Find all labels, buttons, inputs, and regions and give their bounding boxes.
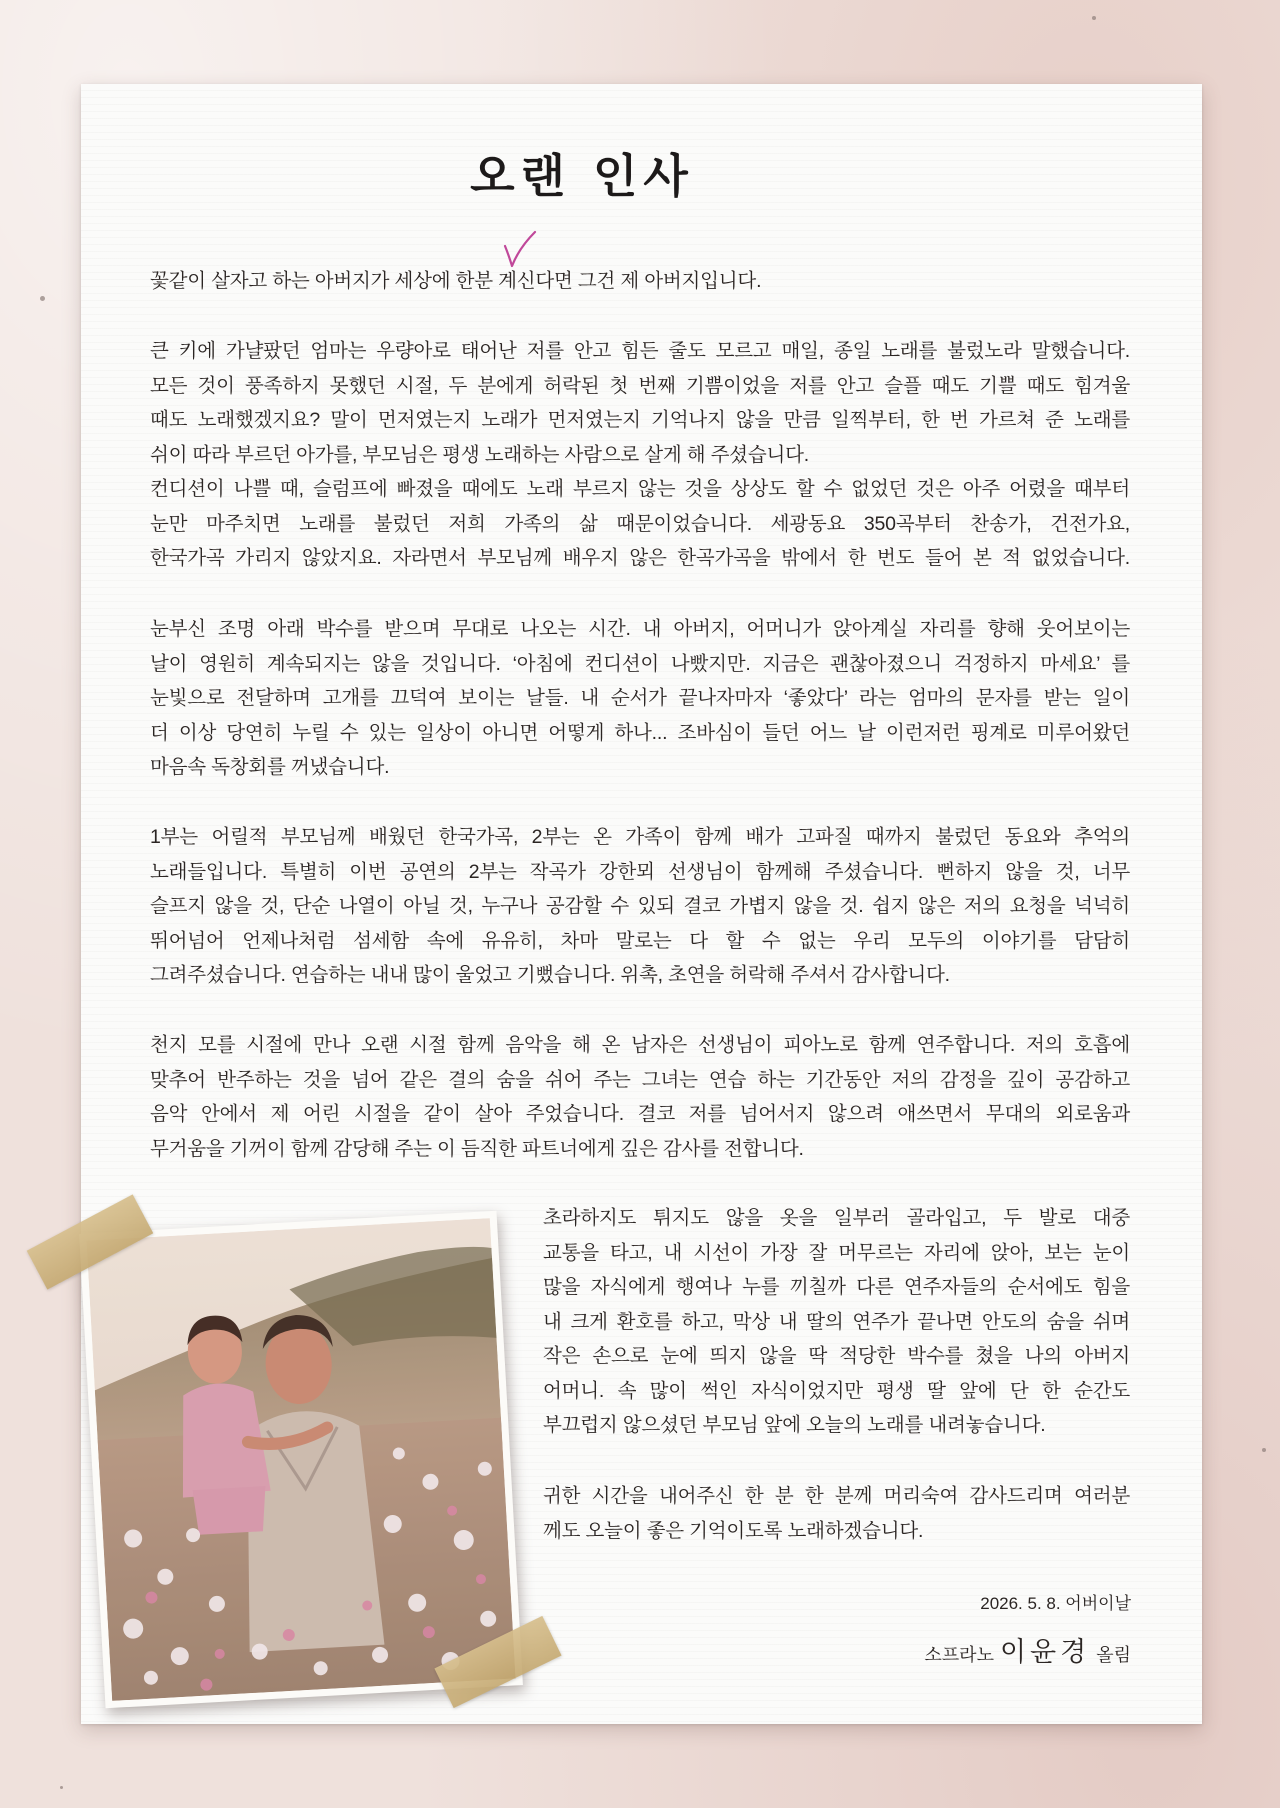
background-speck	[1092, 16, 1096, 20]
paragraph-7	[543, 1479, 1130, 1548]
paragraph-3	[150, 612, 1130, 785]
paragraph-line: 노래들입니다. 특별히 이번 공연의 2부는 작곡가 강한뫼 선생님이 함께해 주셨습니다. 뻔하지 않을 것, 너무	[150, 860, 1130, 883]
signature-closing: 올림	[1096, 1645, 1131, 1665]
paragraph-4	[150, 820, 1130, 993]
paragraph-line: 눈빛으로 전달하며 고개를 끄덕여 보이는 날들. 내 순서가 끝나자마자 ‘좋았다’ 라는 엄마의 문자를 받는 일이	[150, 687, 1130, 709]
paragraph-line: 초라하지도 튀지도 않을 옷을 일부러 골라입고, 두 발로 대중	[543, 1207, 1130, 1229]
paragraph-line: 께도 오늘이 좋은 기억이도록 노래하겠습니다.	[543, 1519, 924, 1542]
paragraph-1	[150, 264, 1130, 299]
signature	[924, 1630, 1131, 1669]
paragraph-line: 슬프지 않을 것, 단순 나열이 아닐 것, 누구나 공감할 수 있되 결코 가볍지 않을 것. 쉽지 않은 저의 요청을 넉넉히	[150, 895, 1130, 917]
paragraph-line: 귀한 시간을 내어주신 한 분 한 분께 머리숙여 감사드리며 여러분	[543, 1485, 1130, 1507]
paragraph-line: 큰 키에 가냘팠던 엄마는 우량아로 태어난 저를 안고 힘든 줄도 모르고 매일, 종일 노래를 불렀노라 말했습니다.	[150, 340, 1130, 362]
paragraph-line: 그려주셨습니다. 연습하는 내내 많이 울었고 기뻤습니다. 위촉, 초연을 허락해 주셔서 감사합니다.	[150, 964, 950, 986]
paragraph-line: 때도 노래했겠지요? 말이 먼저였는지 노래가 먼저였는지 기억나지 않을 만큼 일찍부터, 한 번 가르쳐 준 노래를	[150, 409, 1130, 431]
paragraph-6	[543, 1201, 1130, 1443]
paragraph-line: 어머니. 속 많이 썩인 자식이었지만 평생 딸 앞에 단 한 순간도	[543, 1379, 1130, 1402]
paragraph-line: 눈만 마주치면 노래를 불렀던 저희 가족의 삶 때문이었습니다. 세광동요 350곡부터 찬송가, 건전가요,	[150, 512, 1130, 535]
background-speck	[60, 1786, 63, 1789]
paragraph-2	[150, 334, 1130, 576]
paragraph-line: 1부는 어릴적 부모님께 배웠던 한국가곡, 2부는 온 가족이 함께 배가 고파질 때까지 불렀던 동요와 추억의	[150, 826, 1130, 848]
paragraph-line: 뛰어넘어 언제나처럼 섬세함 속에 유유히, 차마 말로는 다 할 수 없는 우리 모두의 이야기를 담담히	[150, 929, 1130, 952]
family-photo-image	[86, 1218, 515, 1701]
paragraph-line: 한국가곡 가리지 않았지요. 자라면서 부모님께 배우지 않은 한곡가곡을 밖에서 한 번도 들어 본 적 없었습니다.	[150, 547, 1130, 569]
paragraph-line: 무거움을 기꺼이 함께 감당해 주는 이 듬직한 파트너에게 깊은 감사를 전합니다.	[150, 1137, 804, 1160]
paragraph-line: 마음속 독창회를 꺼냈습니다.	[150, 756, 390, 778]
family-photo	[79, 1211, 523, 1709]
paragraph-line: 쉬이 따라 부르던 아가를, 부모님은 평생 노래하는 사람으로 살게 해 주셨습니다.	[150, 443, 809, 466]
paragraph-line: 꽃같이 살자고 하는 아버지가 세상에 한분 계신다면 그건 제 아버지입니다.	[150, 270, 762, 292]
paragraph-line: 내 크게 환호를 하고, 막상 내 딸의 연주가 끝나면 안도의 숨을 쉬며	[543, 1310, 1130, 1333]
paragraph-line: 작은 손으로 눈에 띄지 않을 딱 적당한 박수를 쳤을 나의 아버지	[543, 1345, 1130, 1367]
signature-role: 소프라노	[924, 1645, 994, 1665]
background-speck	[40, 296, 45, 301]
paragraph-line: 더 이상 당연히 누릴 수 있는 일상이 아니면 어떻게 하나... 조바심이 들던 어느 날 이런저런 핑계로 미루어왔던	[150, 721, 1130, 744]
background-speck	[1262, 1448, 1266, 1452]
paragraph-line: 부끄럽지 않으셨던 부모님 앞에 오늘의 노래를 내려놓습니다.	[543, 1414, 1046, 1436]
date-line: 2026. 5. 8. 어버이날	[980, 1594, 1131, 1613]
paragraph-line: 컨디션이 나쁠 때, 슬럼프에 빠졌을 때에도 노래 부르지 않는 것을 상상도 할 수 없었던 것은 아주 어렸을 때부터	[150, 478, 1130, 500]
paragraph-line: 눈부신 조명 아래 박수를 받으며 무대로 나오는 시간. 내 아버지, 어머니가 앉아계실 자리를 향해 웃어보이는	[150, 618, 1130, 640]
signature-name: 이윤경	[999, 1637, 1091, 1668]
paragraph-line: 교통을 타고, 내 시선이 가장 잘 머무르는 자리에 앉아, 보는 눈이	[543, 1241, 1130, 1264]
paragraph-line: 많을 자식에게 행여나 누를 끼칠까 다른 연주자들의 순서에도 힘을	[543, 1276, 1130, 1298]
paragraph-5	[150, 1028, 1130, 1166]
paragraph-line: 맞추어 반주하는 것을 넘어 같은 결의 숨을 쉬어 주는 그녀는 연습 하는 기간동안 저의 감정을 깊이 공감하고	[150, 1068, 1130, 1091]
paragraph-line: 모든 것이 풍족하지 못했던 시절, 두 분에게 허락된 첫 번째 기쁨이었을 저를 안고 슬플 때도 기쁠 때도 힘겨울	[150, 374, 1130, 397]
paragraph-line: 음악 안에서 제 어린 시절을 같이 살아 주었습니다. 결코 저를 넘어서지 않으려 애쓰면서 무대의 외로움과	[150, 1103, 1130, 1125]
letter-title: 오랜 인사	[470, 149, 694, 203]
paragraph-line: 날이 영원히 계속되지는 않을 것입니다. ‘아침에 컨디션이 나빴지만. 지금은 괜찮아졌으니 걱정하지 마세요’ 를	[150, 652, 1130, 675]
paragraph-line: 천지 모를 시절에 만나 오랜 시절 함께 음악을 해 온 남자은 선생님이 피아노로 함께 연주합니다. 저의 호흡에	[150, 1034, 1130, 1056]
